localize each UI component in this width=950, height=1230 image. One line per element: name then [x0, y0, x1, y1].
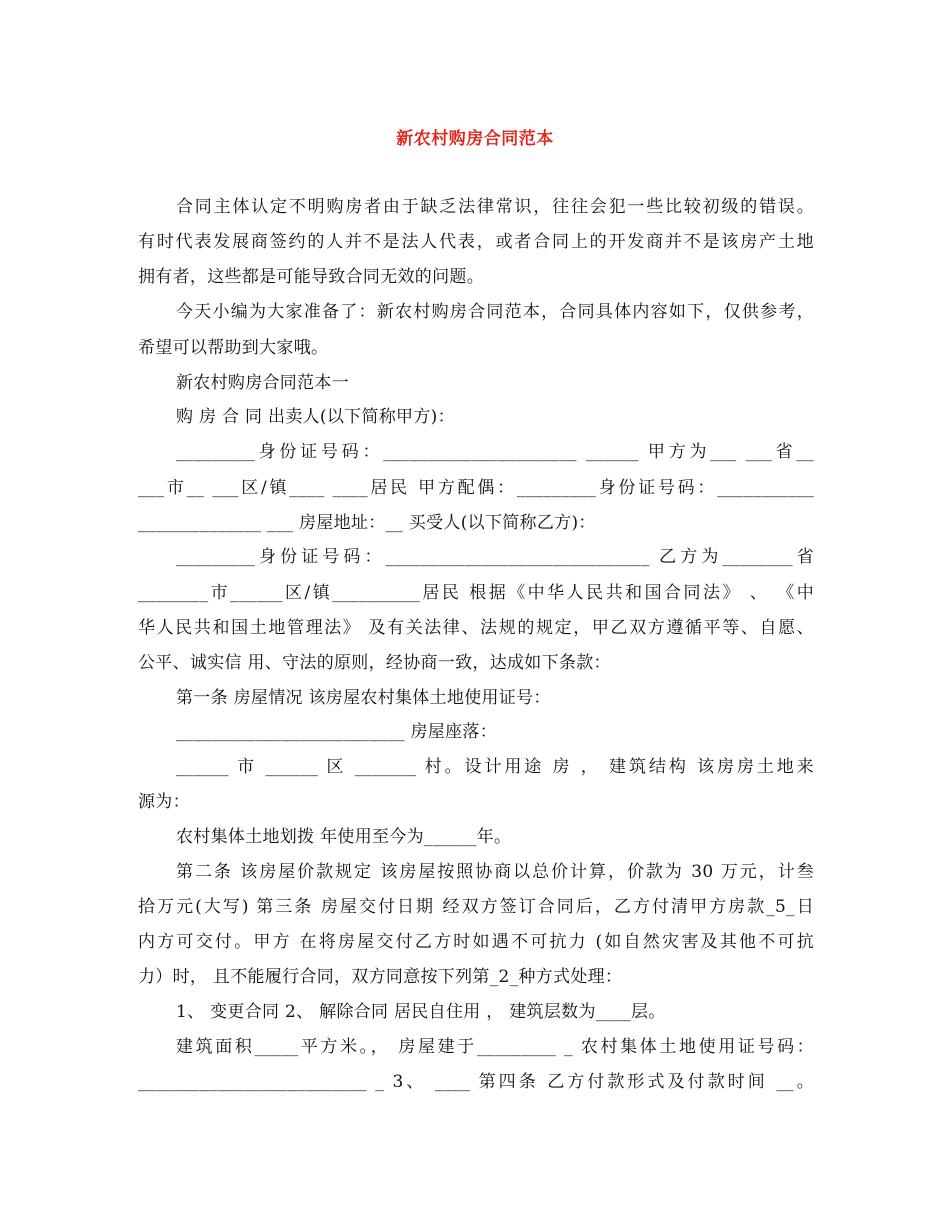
paragraph-line: ___市__ ___区/镇____ ____居民 甲方配偶：_________身份证号码：___________ [138, 478, 814, 498]
paragraph-line: _________身份证号码：______________________________ 乙方为________省 [176, 547, 814, 567]
paragraph-line: 公平、诚实信 用、守法的原则，经协商一致，达成如下条款： [138, 653, 611, 673]
paragraph-line: 源为： [138, 792, 190, 812]
paragraph-line: 华人民共和国土地管理法》 及有关法律、法规的规定，甲乙双方遵循平等、自愿、 [138, 618, 814, 638]
paragraph-line: 力）时， 且不能履行合同，双方同意按下列第_2_种方式处理： [138, 967, 623, 987]
paragraph-line: 第一条 房屋情况 该房屋农村集体土地使用证号： [176, 688, 551, 708]
paragraph-line: 建筑面积_____平方米。， 房屋建于_________ _ 农村集体土地使用证号码： [176, 1037, 814, 1057]
paragraph-line: ________市______区/镇__________居民 根据《中华人民共和国合同法》 、 《中 [138, 583, 814, 603]
paragraph-line: 内方可交付。甲方 在将房屋交付乙方时如遇不可抗力 (如自然灾害及其他不可抗 [138, 932, 814, 952]
paragraph-line: 拥有者，这些都是可能导致合同无效的问题。 [138, 267, 484, 287]
paragraph-line: 合同主体认定不明购房者由于缺乏法律常识，往往会犯一些比较初级的错误。 [176, 197, 814, 217]
paragraph-line: 1、 变更合同 2、 解除合同 居民自住用 ， 建筑层数为____层。 [176, 1002, 666, 1022]
paragraph-line: 购 房 合 同 出卖人(以下简称甲方)： [176, 407, 455, 427]
document-title: 新农村购房合同范本 [396, 129, 554, 149]
paragraph-line: ______ 市 ______ 区 _______ 村。设计用途 房 ， 建筑结构 该房房土地来 [176, 757, 814, 777]
paragraph-line: __________________________ 房屋座落： [176, 722, 498, 742]
paragraph-line: _________身份证号码：______________________ ______ 甲方为___ ___省__ [176, 442, 814, 462]
paragraph-line: __________________________ _ 3、 ____ 第四条 乙方付款形式及付款时间 __。 [138, 1072, 814, 1092]
paragraph-line: 今天小编为大家准备了：新农村购房合同范本，合同具体内容如下，仅供参考， [176, 302, 814, 322]
paragraph-line: 希望可以帮助到大家哦。 [138, 338, 329, 358]
paragraph-line: 有时代表发展商签约的人并不是法人代表，或者合同上的开发商并不是该房产土地 [138, 232, 814, 252]
paragraph-line: 农村集体土地划拨 年使用至今为______年。 [176, 827, 512, 847]
paragraph-line: ______________ ___ 房屋地址：__ 买受人(以下简称乙方)： [138, 513, 596, 533]
section-heading: 新农村购房合同范本一 [176, 373, 349, 393]
paragraph-line: 拾万元(大写) 第三条 房屋交付日期 经双方签订合同后，乙方付清甲方房款_5_日 [138, 897, 814, 917]
paragraph-line: 第二条 该房屋价款规定 该房屋按照协商以总价计算，价款为 30 万元，计叁 [176, 862, 814, 882]
